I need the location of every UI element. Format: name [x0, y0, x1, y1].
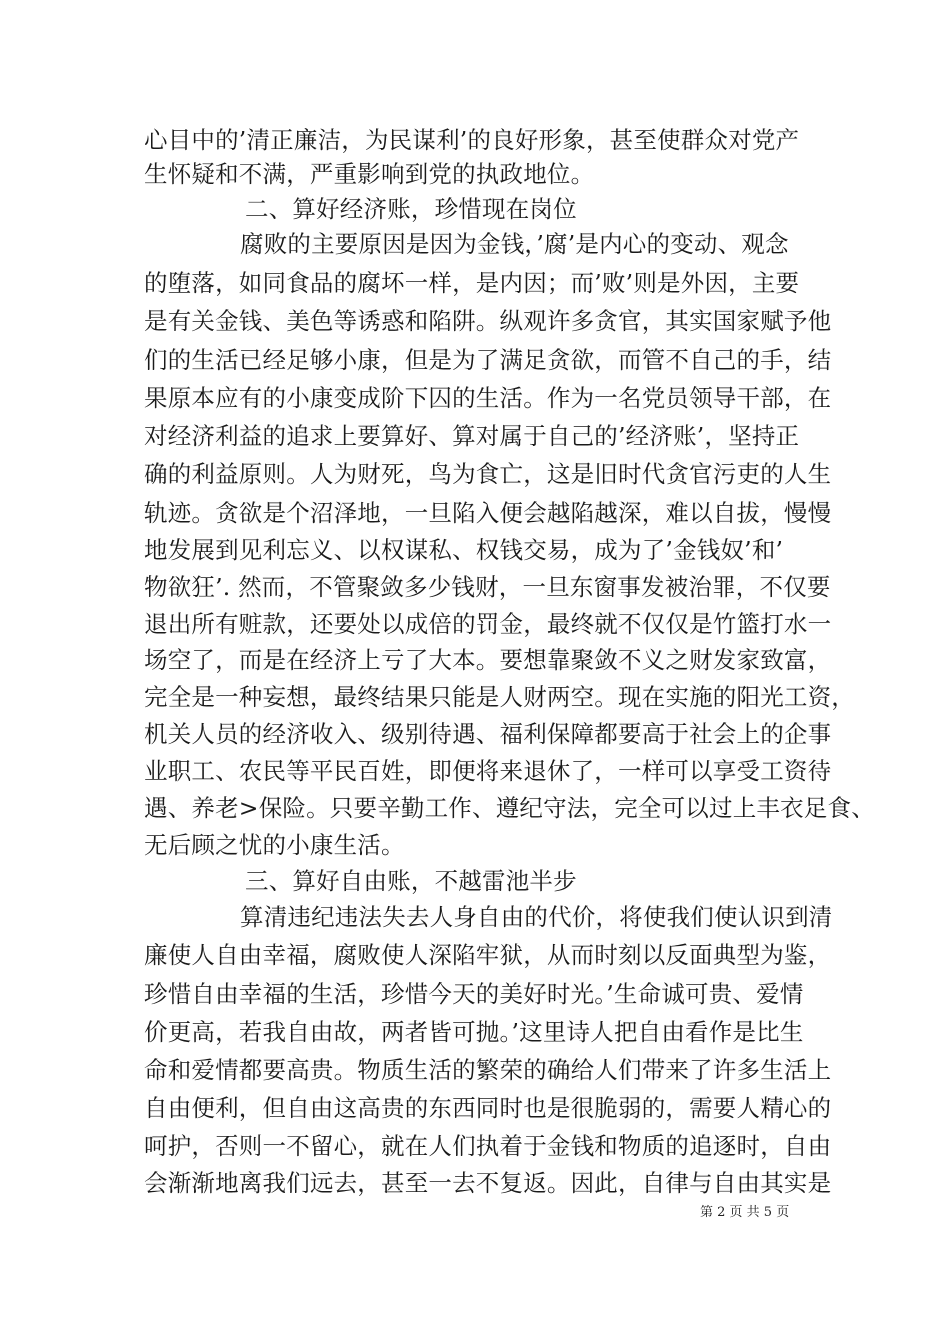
text-line: 腐败的主要原因是因为金钱，’腐’是内心的变动、观念	[240, 230, 789, 258]
text-line: 命和爱情都要高贵。物质生活的繁荣的确给人们带来了许多生活上	[144, 1056, 832, 1084]
text-line: 确的利益原则。人为财死，鸟为食亡，这是旧时代贪官污吏的人生	[144, 460, 832, 488]
section-heading: 三、算好自由账，不越雷池半步	[245, 867, 577, 895]
text-line: 们的生活已经足够小康，但是为了满足贪欲，而管不自己的手，结	[144, 346, 832, 374]
text-line: 地发展到见利忘义、以权谋私、权钱交易，成为了’金钱奴’和’	[144, 536, 784, 564]
text-line: 轨迹。贪欲是个沼泽地，一旦陷入便会越陷越深，难以自拔，慢慢	[144, 499, 832, 527]
text-line: 无后顾之忧的小康生活。	[144, 831, 405, 859]
text-line: 廉使人自由幸福，腐败使人深陷牢狱，从而时刻以反面典型为鉴，	[144, 941, 832, 969]
text-line: 珍惜自由幸福的生活，珍惜今天的美好时光。’生命诚可贵、爱情	[144, 980, 804, 1008]
text-line: 物欲狂’. 然而，不管聚敛多少钱财，一旦东窗事发被治罪，不仅要	[144, 573, 831, 601]
text-line: 果原本应有的小康变成阶下囚的生活。作为一名党员领导干部，在	[144, 384, 832, 412]
text-line: 会渐渐地离我们远去，甚至一去不复返。因此，自律与自由其实是	[144, 1169, 832, 1197]
text-line: 机关人员的经济收入、级别待遇、福利保障都要高于社会上的企事	[144, 720, 832, 748]
text-line: 场空了，而是在经济上亏了大本。要想靠聚敛不义之财发家致富，	[144, 646, 832, 674]
text-line: 退出所有赃款，还要处以成倍的罚金，最终就不仅仅是竹篮打水一	[144, 610, 832, 638]
text-line: 算清违纪违法失去人身自由的代价，将使我们使认识到清	[240, 903, 833, 931]
text-line: 生怀疑和不满，严重影响到党的执政地位。	[144, 160, 595, 188]
text-line: 对经济利益的追求上要算好、算对属于自己的’经济账’，坚持正	[144, 422, 800, 450]
section-heading: 二、算好经济账，珍惜现在岗位	[245, 195, 577, 223]
text-line: 业职工、农民等平民百姓，即便将来退休了，一样可以享受工资待	[144, 757, 832, 785]
text-line: 呵护，否则一不留心，就在人们执着于金钱和物质的追逐时，自由	[144, 1132, 832, 1160]
text-line: 完全是一种妄想，最终结果只能是人财两空。现在实施的阳光工资，	[144, 683, 855, 711]
text-line: 是有关金钱、美色等诱惑和陷阱。纵观许多贪官，其实国家赋予他	[144, 307, 832, 335]
text-line: 遇、养老>保险。只要辛勤工作、遵纪守法，完全可以过上丰衣足食、	[144, 794, 875, 822]
text-line: 心目中的’清正廉洁，为民谋利’的良好形象，甚至使群众对党产	[144, 126, 800, 154]
text-line: 价更高，若我自由故，两者皆可抛。’这里诗人把自由看作是比生	[144, 1018, 804, 1046]
text-line: 自由便利，但自由这高贵的东西同时也是很脆弱的，需要人精心的	[144, 1094, 832, 1122]
text-line: 的堕落，如同食品的腐坏一样，是内因；而’败’则是外因，主要	[144, 269, 800, 297]
page-number: 第 2 页 共 5 页	[700, 1205, 790, 1220]
